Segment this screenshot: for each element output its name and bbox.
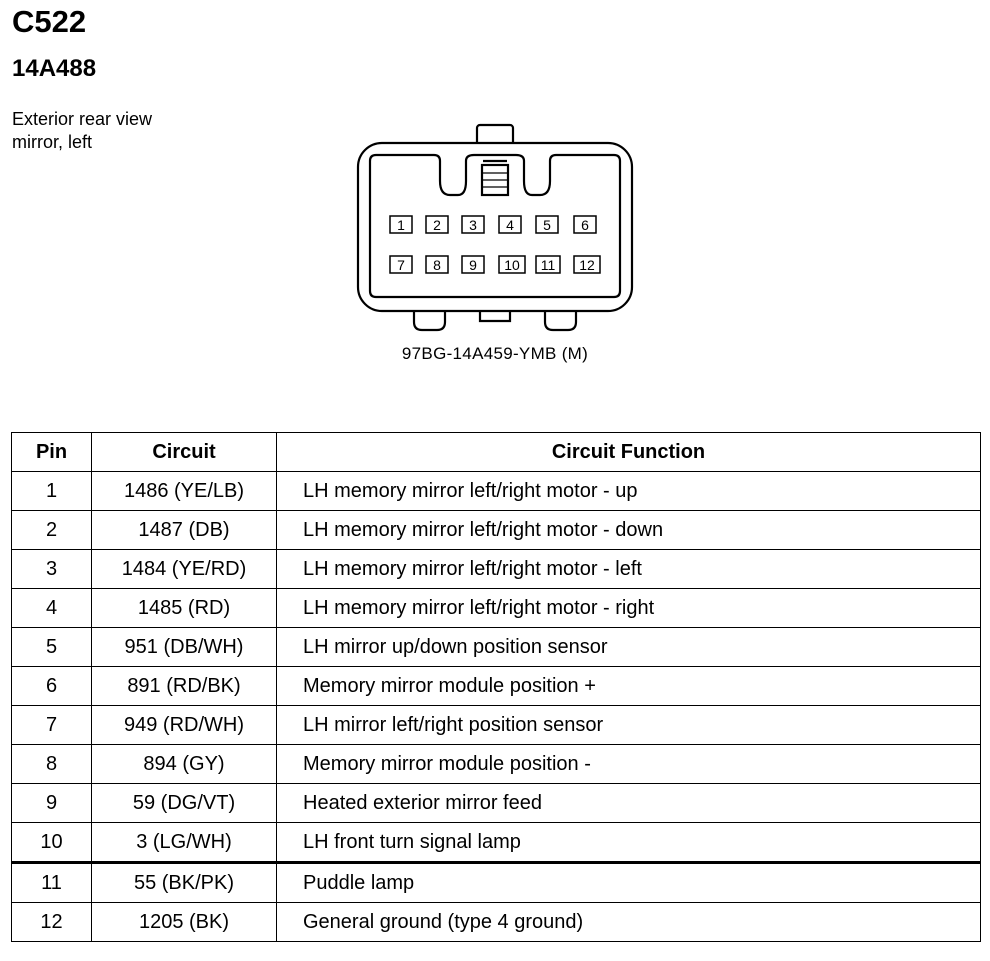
- pin-cell: 2: [12, 511, 92, 550]
- pin-label: 12: [579, 257, 595, 273]
- function-cell: General ground (type 4 ground): [277, 903, 981, 942]
- table-row: [12, 903, 981, 942]
- circuit-cell: 3 (LG/WH): [92, 823, 277, 863]
- pin-label: 1: [397, 217, 405, 233]
- table-row: [12, 706, 981, 745]
- function-cell: LH memory mirror left/right motor - up: [277, 472, 981, 511]
- circuit-cell: 55 (BK/PK): [92, 863, 277, 903]
- table-row: [12, 784, 981, 823]
- description-line: mirror, left: [12, 132, 93, 152]
- table-row: [12, 550, 981, 589]
- pin-label: 11: [540, 257, 556, 273]
- table-row: [12, 745, 981, 784]
- table-row: [12, 472, 981, 511]
- description-line: Exterior rear view: [12, 109, 153, 129]
- circuit-cell: 59 (DG/VT): [92, 784, 277, 823]
- pin-label: 4: [506, 217, 514, 233]
- circuit-cell: 1205 (BK): [92, 903, 277, 942]
- pin-cell: 6: [12, 667, 92, 706]
- pin-cell: 12: [12, 903, 92, 942]
- function-cell: LH mirror left/right position sensor: [277, 706, 981, 745]
- table-row: [12, 511, 981, 550]
- column-header-circuit: Circuit: [92, 433, 277, 472]
- circuit-cell: 891 (RD/BK): [92, 667, 277, 706]
- function-cell: LH front turn signal lamp: [277, 823, 981, 863]
- pin-cell: 4: [12, 589, 92, 628]
- table-row: [12, 667, 981, 706]
- function-cell: Heated exterior mirror feed: [277, 784, 981, 823]
- function-cell: Memory mirror module position +: [277, 667, 981, 706]
- circuit-cell: 951 (DB/WH): [92, 628, 277, 667]
- pin-label: 9: [469, 257, 477, 273]
- column-header-function: Circuit Function: [277, 433, 981, 472]
- table-row: [12, 628, 981, 667]
- function-cell: Puddle lamp: [277, 863, 981, 903]
- function-cell: LH memory mirror left/right motor - right: [277, 589, 981, 628]
- pin-label: 10: [504, 257, 520, 273]
- pin-label: 3: [469, 217, 477, 233]
- column-header-pin: Pin: [12, 433, 92, 472]
- circuit-cell: 894 (GY): [92, 745, 277, 784]
- table-row: [12, 589, 981, 628]
- pin-cell: 10: [12, 823, 92, 863]
- pin-cell: 8: [12, 745, 92, 784]
- connector-code: 97BG-14A459-YMB (M): [401, 344, 589, 363]
- connector-id: C522: [12, 4, 87, 39]
- pin-cell: 9: [12, 784, 92, 823]
- connector-description: [12, 108, 152, 154]
- pin-label: 7: [397, 257, 405, 273]
- function-cell: LH mirror up/down position sensor: [277, 628, 981, 667]
- pin-cell: 11: [12, 863, 92, 903]
- pin-label: 8: [433, 257, 441, 273]
- circuit-cell: 949 (RD/WH): [92, 706, 277, 745]
- function-cell: Memory mirror module position -: [277, 745, 981, 784]
- circuit-cell: 1486 (YE/LB): [92, 472, 277, 511]
- pin-cell: 7: [12, 706, 92, 745]
- pin-cell: 5: [12, 628, 92, 667]
- connector-face-diagram: [340, 115, 650, 340]
- table-row: [12, 823, 981, 863]
- circuit-cell: 1484 (YE/RD): [92, 550, 277, 589]
- circuit-cell: 1487 (DB): [92, 511, 277, 550]
- pin-label: 2: [433, 217, 441, 233]
- pin-cell: 1: [12, 472, 92, 511]
- table-header-row: [12, 433, 981, 472]
- function-cell: LH memory mirror left/right motor - left: [277, 550, 981, 589]
- pin-label: 5: [543, 217, 551, 233]
- table-row: [12, 863, 981, 903]
- pinout-table: [11, 432, 981, 942]
- circuit-cell: 1485 (RD): [92, 589, 277, 628]
- pin-label: 6: [581, 217, 589, 233]
- pin-cell: 3: [12, 550, 92, 589]
- part-number: 14A488: [12, 55, 97, 82]
- function-cell: LH memory mirror left/right motor - down: [277, 511, 981, 550]
